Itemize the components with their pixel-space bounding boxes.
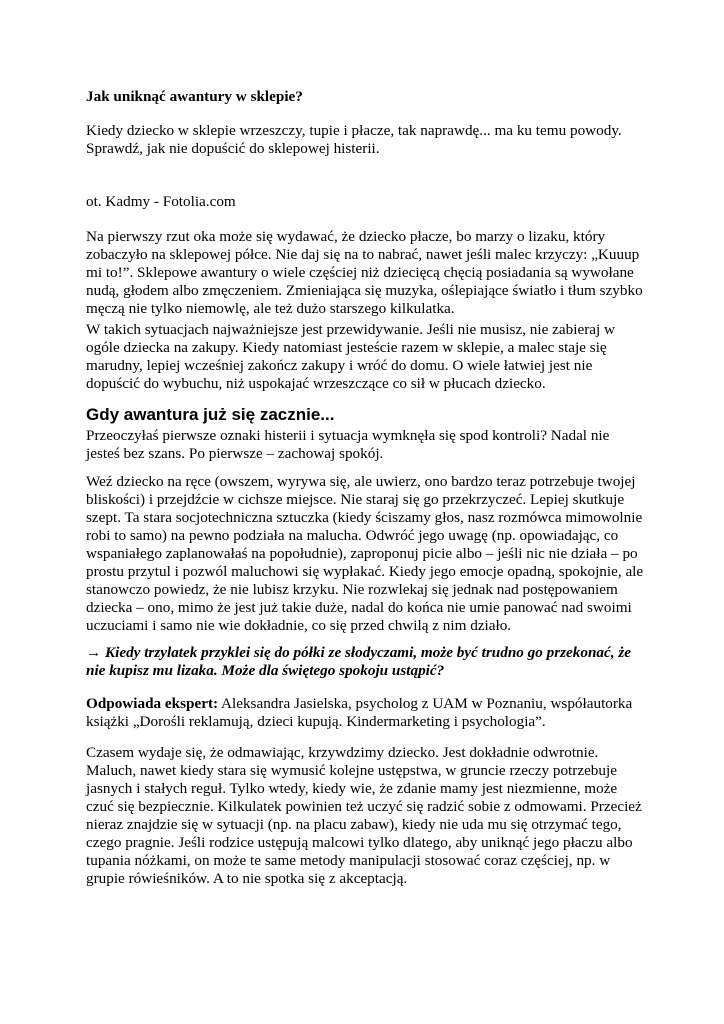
article-title: Jak uniknąć awantury w sklepie? <box>86 88 303 105</box>
question: → Kiedy trzylatek przyklei się do półki ze słodyczami, może być trudno go przekonać, że nie kupisz mu lizaka. Może dla świętego spokoju ustąpić? <box>86 644 632 679</box>
article-lead: Kiedy dziecko w sklepie wrzeszczy, tupie i płacze, tak naprawdę... ma ku temu powody. Sprawdź, jak nie dopuścić do sklepowej histerii. <box>86 122 622 157</box>
paragraph-3: Przeoczyłaś pierwsze oznaki histerii i sytuacja wymknęła się spod kontroli? Nadal nie jesteś bez szans. Po pierwsze – zachowaj spokój. <box>86 427 610 462</box>
photo-credit: ot. Kadmy - Fotolia.com <box>86 193 236 210</box>
paragraph-4: Weź dziecko na ręce (owszem, wyrywa się, ale uwierz, ono bardzo teraz potrzebuje twojej bliskości) i przejdźcie w cichsze miejsce. Nie staraj się go przekrzyczeć. Lepiej skutkuje szept. Ta stara socjotechniczna sztuczka (kiedy ściszamy głos, nasz rozmówca mimowolnie robi to samo) na pewno podziała na malucha. Odwróć jego uwagę (np. opowiadając, co wspaniałego zaplanowałaś na popołudnie), zaproponuj picie albo – jeśli nic nie działa – po prostu przytul i pozwól maluchowi się wypłakać. Kiedy jego emocje opadną, spokojnie, ale stanowczo powiedz, że nie lubisz krzyku. Nie rozwlekaj się jednak nad postępowaniem dziecka – ono, mimo że jest już takie duże, nadal do końca nie umie panować nad swoimi uczuciami i samo nie wie dokładnie, co się przed chwilą z nim działo. <box>86 473 644 634</box>
paragraph-5: Czasem wydaje się, że odmawiając, krzywdzimy dziecko. Jest dokładnie odwrotnie. Maluch, nawet kiedy stara się wymusić kolejne ustępstwa, w gruncie rzeczy potrzebuje jasnych i stałych reguł. Tylko wtedy, kiedy wie, że zdanie mamy jest niezmienne, może czuć się bezpiecznie. Kilkulatek powinien też uczyć się radzić sobie z odmowami. Przecież nieraz znajdzie się w sytuacji (np. na placu zabaw), kiedy nie uda mu się otrzymać tego, czego pragnie. Jeśli rodzice ustępują malcowi tylko dlatego, aby uniknąć jego płaczu albo tupania nóżkami, on może te same metody manipulacji stosować coraz częściej, np. w grupie rówieśników. A to nie spotka się z akceptacją. <box>86 744 642 887</box>
paragraph-2: W takich sytuacjach najważniejsze jest przewidywanie. Jeśli nie musisz, nie zabieraj w ogóle dziecka na zakupy. Kiedy natomiast jesteście razem w sklepie, a malec staje się marudny, lepiej wcześniej zakończ zakupy i wróć do domu. O wiele łatwiej jest nie dopuścić do wybuchu, niż uspokajać wrzeszczące co sił w płucach dziecko. <box>86 321 615 392</box>
expert-label: Odpowiada ekspert: <box>86 695 219 712</box>
expert-text: Aleksandra Jasielska, psycholog z UAM w Poznaniu, współautorka książki „Dorośli reklamują, dzieci kupują. Kindermarketing i psychologia”. <box>86 695 633 730</box>
section-heading: Gdy awantura już się zacznie... <box>86 405 335 424</box>
expert-paragraph <box>86 695 646 731</box>
paragraph-1: Na pierwszy rzut oka może się wydawać, że dziecko płacze, bo marzy o lizaku, który zobaczyło na sklepowej półce. Nie daj się na to nabrać, nawet jeśli malec krzyczy: „Kuuup mi to!”. Sklepowe awantury o wiele częściej niż dziecięcą chęcią posiadania są wywołane nudą, głodem albo zmęczeniem. Zmieniająca się muzyka, oślepiające światło i tłum szybko męczą nie tylko niemowlę, ale też dużo starszego kilkulatka. <box>86 228 643 317</box>
